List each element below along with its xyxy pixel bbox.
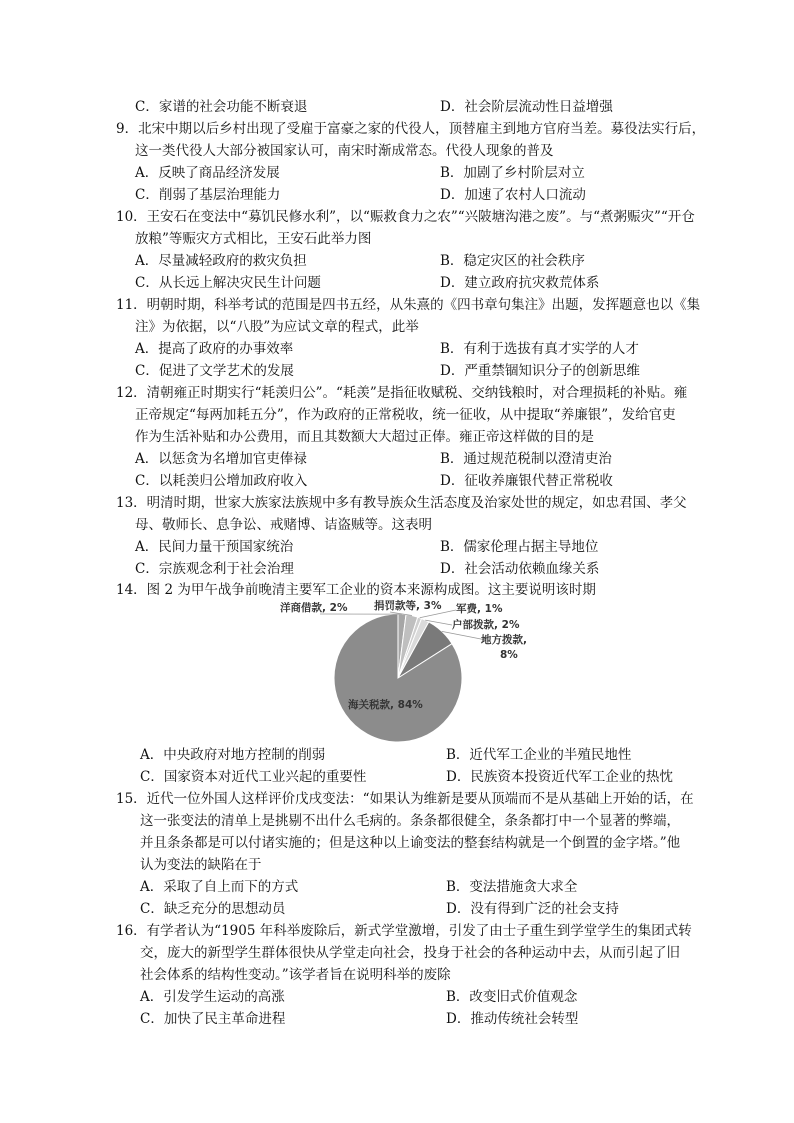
q14-option-b: B．近代军工企业的半殖民地性 bbox=[446, 747, 632, 763]
q16-option-d: D．推动传统社会转型 bbox=[446, 1011, 579, 1027]
pie-label-difang: 地方拨款, bbox=[481, 634, 527, 646]
q15-stem-line-4: 认为变法的缺陷在于 bbox=[140, 857, 262, 873]
q11-option-b: B．有利于选拔有真才实学的人才 bbox=[440, 341, 639, 357]
q9-option-d: D．加速了农村人口流动 bbox=[440, 187, 586, 203]
q12-stem-line-2: 正帝规定“每两加耗五分”，作为政府的正常税收，统一征收，从中提取“养廉银”，发给官吏 bbox=[135, 407, 676, 423]
q9-option-b: B．加剧了乡村阶层对立 bbox=[440, 165, 585, 181]
q16-option-a: A．引发学生运动的高涨 bbox=[140, 989, 285, 1005]
q13-option-a: A．民间力量干预国家统治 bbox=[135, 539, 294, 555]
q9-stem-line-1: 9．北宋中期以后乡村出现了受雇于富豪之家的代役人，顶替雇主到地方官府当差。募役法实行后， bbox=[116, 121, 706, 137]
q12-option-d: D．征收养廉银代替正常税收 bbox=[440, 473, 613, 489]
q9-stem-line-2: 这一类代役人大部分被国家认可，南宋时渐成常态。代役人现象的普及 bbox=[135, 143, 554, 159]
q11-stem-line-1: 11．明朝时期，科举考试的范围是四书五经，从朱熹的《四书章句集注》出题，发挥题意也以《集 bbox=[116, 297, 701, 313]
q9-option-a: A．反映了商品经济发展 bbox=[135, 165, 280, 181]
q11-option-d: D．严重禁锢知识分子的创新思维 bbox=[440, 363, 640, 379]
q16-option-b: B．改变旧式价值观念 bbox=[446, 989, 578, 1005]
q10-option-d: D．建立政府抗灾救荒体系 bbox=[440, 275, 600, 291]
q15-option-c: C．缺乏充分的思想动员 bbox=[140, 901, 286, 917]
q16-option-c: C．加快了民主革命进程 bbox=[140, 1011, 286, 1027]
q15-option-a: A．采取了自上而下的方式 bbox=[140, 879, 299, 895]
q11-option-a: A．提高了政府的办事效率 bbox=[135, 341, 294, 357]
q13-option-c: C．宗族观念利于社会治理 bbox=[135, 561, 294, 577]
q15-stem-line-2: 这一张变法的清单上是挑剔不出什么毛病的。条条都很健全，条条都打中一个显著的弊端， bbox=[140, 813, 680, 829]
q13-option-b: B．儒家伦理占据主导地位 bbox=[440, 539, 599, 555]
q13-stem-line-2: 母、敬师长、息争讼、戒赌博、诘盗贼等。这表明 bbox=[135, 517, 432, 533]
q10-stem-line-1: 10．王安石在变法中“募饥民修水利”，以“赈救食力之农”“兴陂塘沟港之废”。与“煮粥赈灾”“开仓 bbox=[116, 209, 695, 225]
q14-stem-line-1: 14．图 2 为甲午战争前晚清主要军工企业的资本来源构成图。这主要说明该时期 bbox=[116, 582, 596, 598]
q10-option-b: B．稳定灾区的社会秩序 bbox=[440, 253, 585, 269]
q13-option-d: D．社会活动依赖血缘关系 bbox=[440, 561, 600, 577]
pie-label-juanfa: 捐罚款等, 3% bbox=[374, 600, 442, 612]
q15-option-b: B．变法措施贪大求全 bbox=[446, 879, 578, 895]
q12-option-b: B．通过规范税制以澄清吏治 bbox=[440, 451, 612, 467]
pie-label-haiguan: 海关税款, 84% bbox=[348, 699, 423, 711]
q10-option-c: C．从长远上解决灾民生计问题 bbox=[135, 275, 321, 291]
pie-label-junfei: 军费, 1% bbox=[456, 603, 503, 615]
q8-option-d: D．社会阶层流动性日益增强 bbox=[440, 99, 613, 115]
q14-option-a: A．中央政府对地方控制的削弱 bbox=[140, 747, 326, 763]
q14-option-c: C．国家资本对近代工业兴起的重要性 bbox=[140, 769, 367, 785]
q14-option-d: D．民族资本投资近代军工企业的热忱 bbox=[446, 769, 673, 785]
q12-stem-line-3: 作为生活补贴和办公费用，而且其数额大大超过正俸。雍正帝这样做的目的是 bbox=[135, 429, 594, 445]
q13-stem-line-1: 13．明清时期，世家大族家法族规中多有教导族众生活态度及治家处世的规定，如忠君国、孝父 bbox=[116, 495, 687, 511]
pie-label-difang-pct: 8% bbox=[500, 649, 518, 661]
q11-option-c: C．促进了文学艺术的发展 bbox=[135, 363, 294, 379]
q8-option-c: C．家谱的社会功能不断衰退 bbox=[135, 99, 308, 115]
pie-label-hubu: 户部拨款, 2% bbox=[452, 619, 520, 631]
q10-stem-line-2: 放粮”等赈灾方式相比，王安石此举力图 bbox=[135, 231, 372, 247]
q12-option-c: C．以耗羡归公增加政府收入 bbox=[135, 473, 308, 489]
q11-stem-line-2: 注》为依据，以“八股”为应试文章的程式，此举 bbox=[135, 319, 419, 335]
q16-stem-line-1: 16．有学者认为“1905 年科举废除后，新式学堂激增，引发了由士子重生到学堂学生的集团式转 bbox=[116, 923, 692, 939]
q15-stem-line-3: 并且条条都是可以付诸实施的；但是这种以上谕变法的整套结构就是一个倒置的金字塔。”他 bbox=[140, 835, 681, 851]
q12-stem-line-1: 12．清朝雍正时期实行“耗羡归公”。“耗羡”是指征收赋税、交纳钱粮时，对合理损耗的补贴。雍 bbox=[116, 385, 688, 401]
q10-option-a: A．尽量减轻政府的救灾负担 bbox=[135, 253, 307, 269]
q15-option-d: D．没有得到广泛的社会支持 bbox=[446, 901, 619, 917]
q12-option-a: A．以惩贪为名增加官吏俸禄 bbox=[135, 451, 307, 467]
q16-stem-line-2: 交，庞大的新型学生群体很快从学堂走向社会，投身于社会的各种运动中去，从而引起了旧 bbox=[140, 945, 680, 961]
q15-stem-line-1: 15．近代一位外国人这样评价戊戌变法：“如果认为维新是要从顶端而不是从基础上开始的话，在 bbox=[116, 791, 694, 807]
q9-option-c: C．削弱了基层治理能力 bbox=[135, 187, 281, 203]
q16-stem-line-3: 社会体系的结构性变动。”该学者旨在说明科举的废除 bbox=[140, 967, 451, 983]
pie-label-yangshang: 洋商借款, 2% bbox=[280, 602, 348, 614]
